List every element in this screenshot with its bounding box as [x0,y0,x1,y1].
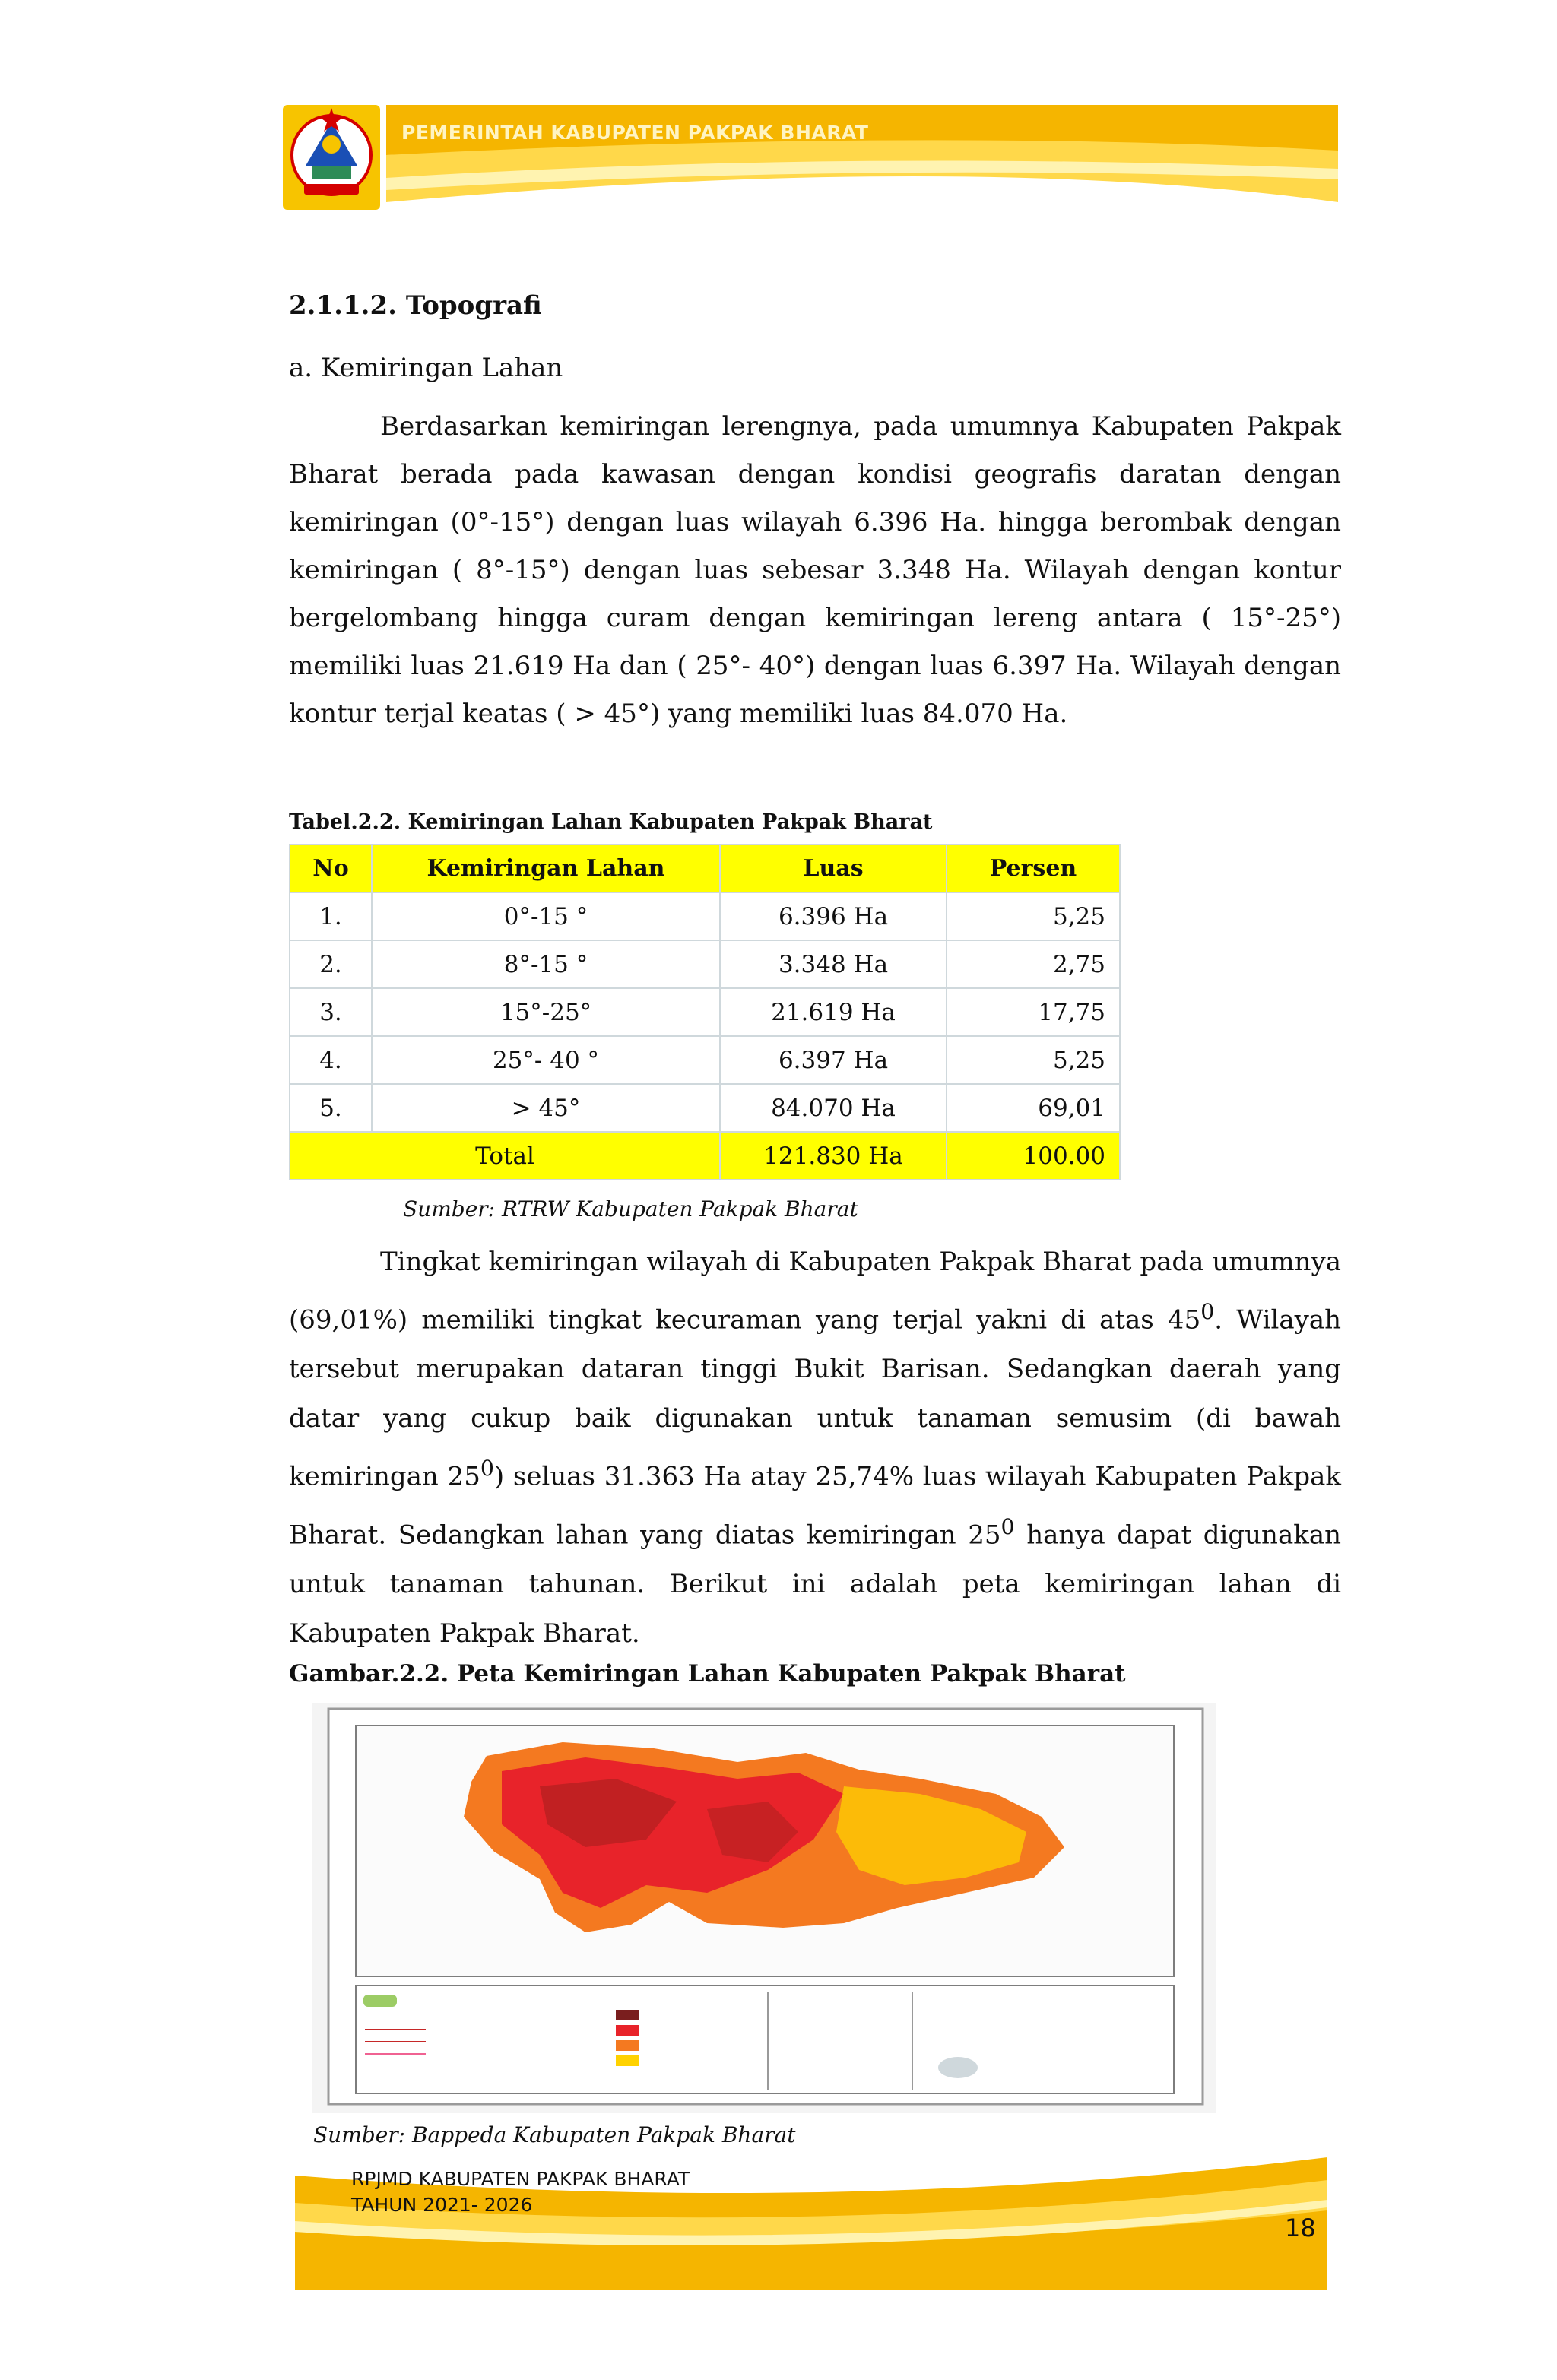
table-row [290,1036,1120,1084]
row-no: 2. [290,940,372,988]
superscript-zero: 0 [480,1456,494,1482]
row-luas: 21.619 Ha [720,988,947,1036]
table-header-row [290,845,1120,892]
figure-source: Sumber: Bappeda Kabupaten Pakpak Bharat [313,2122,796,2147]
kabupaten-emblem-icon [283,105,380,210]
row-persen: 5,25 [947,892,1120,940]
para2-part-a: Tingkat kemiringan wilayah di Kabupaten Pakpak Bharat pada umumnya (69,01%) memiliki tingkat kecuraman yang terjal yakni di atas 45 [289,1247,1341,1336]
slope-map-image [312,1703,1216,2113]
footer-period: TAHUN 2021- 2026 [351,2194,533,2216]
para2-part-b: . Wilayah tersebut merupakan dataran tinggi Bukit Barisan. Sedangkan daerah yang datar yang cukup baik digunakan untuk tanaman semusim (di bawah kemiringan 25 [289,1304,1341,1492]
row-kemiringan: 0°-15 ° [372,892,720,940]
figure-caption: Gambar.2.2. Peta Kemiringan Lahan Kabupaten Pakpak Bharat [289,1660,1126,1688]
row-no: 4. [290,1036,372,1084]
subsection-heading: a. Kemiringan Lahan [289,353,563,383]
row-luas: 3.348 Ha [720,940,947,988]
row-kemiringan: 25°- 40 ° [372,1036,720,1084]
superscript-zero: 0 [1200,1299,1215,1324]
header-persen: Persen [947,845,1120,892]
table-caption: Tabel.2.2. Kemiringan Lahan Kabupaten Pakpak Bharat [289,810,933,834]
row-kemiringan: 15°-25° [372,988,720,1036]
row-persen: 5,25 [947,1036,1120,1084]
header-luas: Luas [720,845,947,892]
row-no: 5. [290,1084,372,1132]
row-no: 1. [290,892,372,940]
header-banner [386,105,1338,202]
row-kemiringan: 8°-15 ° [372,940,720,988]
table-row [290,940,1120,988]
row-luas: 6.397 Ha [720,1036,947,1084]
paragraph-slope-description: Berdasarkan kemiringan lerengnya, pada umumnya Kabupaten Pakpak Bharat berada pada kawasan dengan kondisi geografis daratan dengan kemiringan (0°-15°) dengan luas wilayah 6.396 Ha. hingga berombak dengan kemiringan ( 8°-15°) dengan luas sebesar 3.348 Ha. Wilayah dengan kontur bergelombang hingga curam dengan kemiringan lereng antara ( 15°-25°) memiliki luas 21.619 Ha dan ( 25°- 40°) dengan luas 6.397 Ha. Wilayah dengan kontur terjal keatas ( > 45°) yang memiliki luas 84.070 Ha. [289,411,1341,729]
total-persen: 100.00 [947,1132,1120,1180]
page-number: 18 [1285,2214,1316,2242]
row-luas: 84.070 Ha [720,1084,947,1132]
total-label: Total [290,1132,720,1180]
table-row [290,892,1120,940]
header-kemiringan: Kemiringan Lahan [372,845,720,892]
footer-document-title: RPJMD KABUPATEN PAKPAK BHARAT [351,2168,690,2190]
superscript-zero: 0 [1000,1513,1015,1539]
total-luas: 121.830 Ha [720,1132,947,1180]
slope-table [289,844,1121,1180]
header-no: No [290,845,372,892]
table-source: Sumber: RTRW Kabupaten Pakpak Bharat [403,1196,858,1222]
row-no: 3. [290,988,372,1036]
table-row [290,988,1120,1036]
row-persen: 17,75 [947,988,1120,1036]
header-title: PEMERINTAH KABUPATEN PAKPAK BHARAT [401,122,869,144]
paragraph-slope-analysis [289,1238,1341,1659]
table-row [290,1084,1120,1132]
para2-part-d: hanya dapat digunakan untuk tanaman tahunan. Berikut ini adalah peta kemiringan lahan di Kabupaten Pakpak Bharat. [289,1519,1341,1649]
row-persen: 2,75 [947,940,1120,988]
table-total-row [290,1132,1120,1180]
row-persen: 69,01 [947,1084,1120,1132]
section-heading: 2.1.1.2. Topografi [289,290,542,321]
row-luas: 6.396 Ha [720,892,947,940]
row-kemiringan: > 45° [372,1084,720,1132]
para2-part-c: ) seluas 31.363 Ha atay 25,74% luas wilayah Kabupaten Pakpak Bharat. Sedangkan lahan yang diatas kemiringan 25 [289,1461,1341,1550]
